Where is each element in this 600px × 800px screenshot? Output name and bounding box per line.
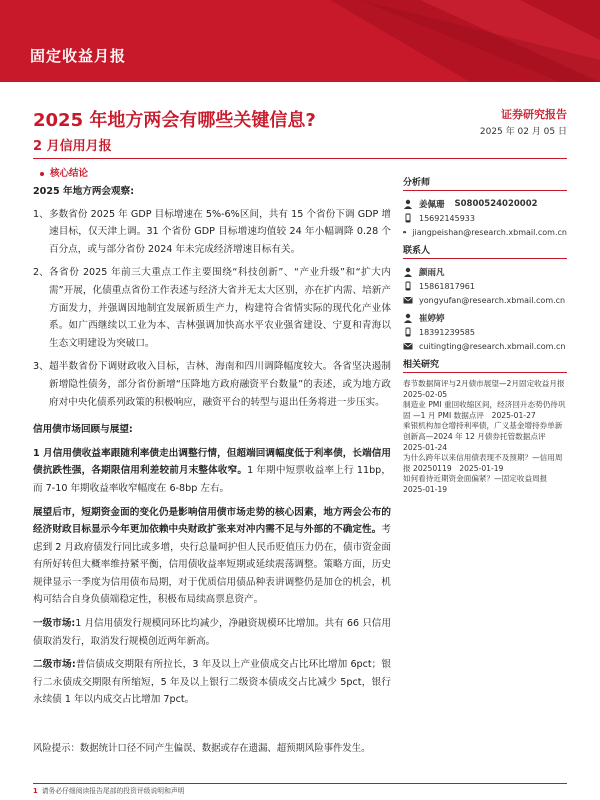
- banner-decoration: [0, 0, 600, 82]
- main-content: [33, 183, 391, 715]
- contact-email[interactable]: cuitingting@research.xbmail.com.cn: [419, 341, 566, 351]
- email-row: [403, 339, 567, 353]
- person-icon: [403, 313, 413, 323]
- paragraph-body: 普信债成交期限有所拉长，3 年及以上产业债成交占比环比增加 6pct；银行二永债成交期限有所缩短，5 年及以上银行二级资本债成交占比减少 5pct，银行永续债 1 年以内成交占比增加 7pct。: [33, 659, 391, 706]
- footer-disclaimer: 请务必仔细阅读报告尾部的投资评级说明和声明: [41, 787, 185, 795]
- list-text: 超半数省份下调财政收入目标，吉林、海南和四川调降幅度较大。各省坚决遏制新增隐性债务，部分省份新增“压降地方政府融资平台数量”的表述，或为地方政府对中央化债系列政策的积极响应，融资平台的转型与退出任务将进一步压实。: [49, 361, 391, 408]
- paragraph-body: 1 月信用债发行规模同环比均减少，净融资规模环比增加。共有 66 只信用债取消发行，取消发行规模创近两年新高。: [33, 618, 391, 647]
- email-row: [403, 293, 567, 307]
- phone-row: [403, 279, 567, 293]
- paragraph-body: 1 年期中短票收益率上行 11bp，而 7-10 年期收益率收窄幅度在 6-8bp 左右。: [33, 465, 392, 494]
- contact-name-row: [403, 311, 567, 325]
- related-date: 2025-02-05: [403, 389, 448, 399]
- paragraph: [33, 615, 391, 650]
- phone-row: [403, 325, 567, 339]
- list-item: [33, 264, 391, 352]
- list-number: 1、: [33, 208, 49, 220]
- section-heading: [40, 165, 88, 179]
- risk-warning: 风险提示：数据统计口径不同产生偏误、数据或存在遗漏、超预期风险事件发生。: [33, 743, 371, 754]
- list-text: 各省份 2025 年前三大重点工作主要围绕“科技创新”、“产业升级”和“扩大内需”开展，化债重点省份工作表述与经济大省并无太大区别，亦在扩内需、培新产方面发力，并强调因地制宜发展新质生产力，构建符合省情实际的现代化产业体系。如广西继续以工业为本、吉林强调加快高水平农业强省建设、宁夏和青海以生态文明建设为突破口。: [49, 267, 391, 349]
- mail-icon: [403, 227, 406, 237]
- related-link[interactable]: 乘银机构加仓增持利率债，广义基金增持券单新创新高—2024 年 12 月债券托管数据点评 2025-01-24: [403, 421, 563, 452]
- person-icon: [403, 267, 413, 277]
- analyst-cert: S0800524020002: [454, 199, 538, 209]
- body-heading: 2025 年地方两会观察:: [33, 186, 135, 197]
- bullet-icon: [40, 172, 44, 176]
- paragraph: [33, 504, 391, 610]
- related-link[interactable]: 制造业 PMI 重回收缩区间，经济回升态势仍待巩固 —1 月 PMI 数据点评 2025-01-27: [403, 400, 566, 420]
- analyst-email[interactable]: jiangpeishan@research.xbmail.com.cn: [412, 227, 567, 237]
- mail-icon: [403, 295, 413, 305]
- footer: [33, 785, 184, 795]
- contacts-heading: 联系人: [403, 243, 567, 259]
- analyst-name-row: [403, 197, 567, 211]
- related-date: 2025-01-19: [403, 484, 448, 494]
- footer-divider: [33, 783, 567, 784]
- contact-card: [403, 265, 567, 307]
- email-row: [403, 225, 567, 239]
- person-icon: [403, 199, 413, 209]
- paragraph-body: 考虑到 2 月政府债发行同比或多增，央行总量呵护但人民币贬值压力仍在，债市资金面有所好转但大概率维持紧平衡，信用债收益率短期或延续震荡调整。策略方面，历史规律显示一季度为信用债布局期，对于优质信用债品种表讲调整仍是加仓的机会，机构可结合自身负债端稳定性，积极布局续高票息资产。: [33, 524, 391, 606]
- related-research-list: [403, 379, 567, 496]
- phone-row: [403, 211, 567, 225]
- contact-name: 颜雨凡: [419, 268, 445, 278]
- phone-icon: [403, 281, 413, 291]
- paragraph-lead: 展望后市，短期资金面的变化仍是影响信用债市场走势的核心因素，地方两会公布的经济财政目标显示今年更加依赖中央财政扩张来对冲内需不足与外部的不确定性。: [33, 506, 391, 536]
- analyst-name: 姜佩珊: [419, 200, 445, 210]
- paragraph: [33, 445, 391, 498]
- title-divider: [33, 158, 567, 159]
- contact-name: 崔婷婷: [419, 314, 445, 324]
- report-title: 2025 年地方两会有哪些关键信息?: [33, 110, 316, 131]
- market-review-heading: 信用债市场回顾与展望:: [33, 424, 133, 436]
- page-number: 1: [33, 787, 38, 795]
- paragraph: [33, 656, 391, 709]
- list-item: [33, 358, 391, 411]
- analyst-phone: 15692145933: [419, 213, 475, 223]
- related-link[interactable]: 春节数据简评与2月债市展望—2月固定收益月报: [403, 379, 565, 388]
- header-banner: [0, 0, 600, 82]
- analyst-heading: 分析师: [403, 175, 567, 191]
- phone-icon: [403, 213, 413, 223]
- contact-name-row: [403, 265, 567, 279]
- related-link[interactable]: 为什么跨年以来信用债表现不及预期？—信用周报 20250119 2025-01-19: [403, 453, 563, 473]
- report-subtitle: 2 月信用月报: [33, 139, 112, 154]
- paragraph-lead: 一级市场:: [33, 618, 76, 630]
- mail-icon: [403, 341, 413, 351]
- paragraph-lead: 二级市场:: [33, 659, 76, 671]
- banner-title: 固定收益月报: [30, 47, 127, 65]
- contact-card: [403, 311, 567, 353]
- key-points-list: [33, 206, 391, 412]
- list-item: [33, 206, 391, 259]
- section-heading-text: 核心结论: [50, 168, 89, 179]
- related-research-heading: 相关研究: [403, 357, 567, 373]
- report-date: 2025 年 02 月 05 日: [479, 127, 567, 137]
- paragraph-lead: 1 月信用债收益率跟随利率债走出调整行情，但超端回调幅度低于利率债，长端信用债抗跌性强，各期限信用利差较前月末整体收窄。: [33, 447, 391, 477]
- list-number: 3、: [33, 361, 49, 373]
- contact-phone: 15861817961: [419, 281, 475, 291]
- list-number: 2、: [33, 267, 49, 279]
- list-text: 多数省份 2025 年 GDP 目标增速在 5%-6%区间，共有 15 个省份下调 GDP 增速目标，仅天津上调。31 个省份 GDP 目标增速均值较 24 年小幅调降 0.28 个百分点，或与部分省份 2024 年未完成经济增速目标有关。: [49, 208, 391, 255]
- analyst-card: [403, 197, 567, 239]
- phone-icon: [403, 327, 413, 337]
- related-link[interactable]: 如何看待近期资金面偏紧？—固定收益周报: [403, 474, 548, 484]
- report-type-label: 证券研究报告: [501, 108, 567, 121]
- contact-email[interactable]: yongyufan@research.xbmail.com.cn: [419, 295, 566, 305]
- contact-phone: 18391239585: [419, 327, 475, 337]
- sidebar: [403, 175, 567, 496]
